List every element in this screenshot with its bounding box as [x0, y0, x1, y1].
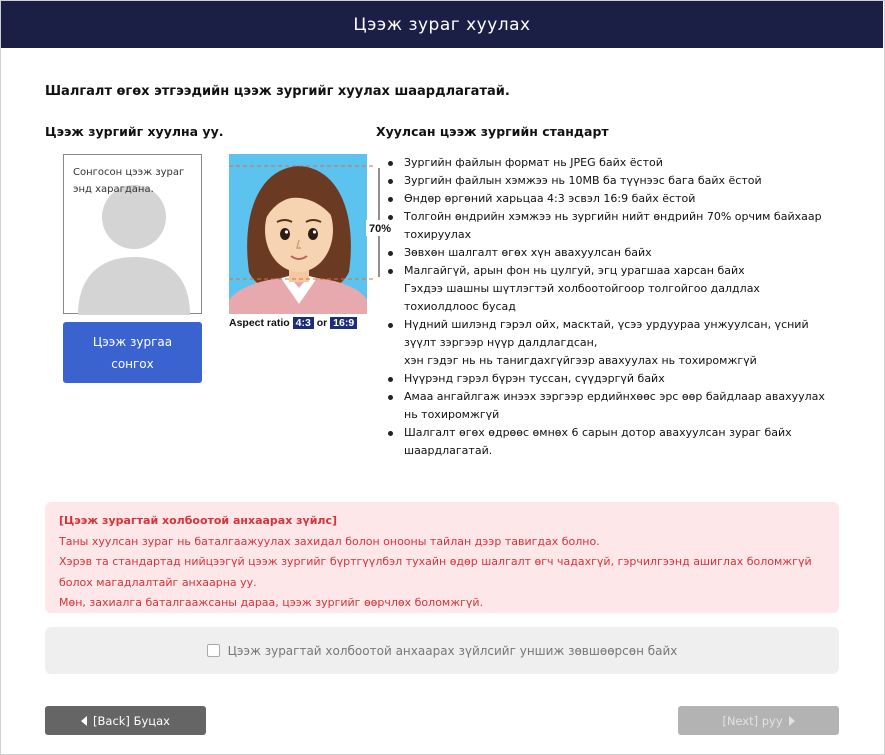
- page-title: Цээж зураг хуулах: [353, 14, 531, 35]
- notice-line: Таны хуулсан зураг нь баталгаажуулах захидал болон онооны тайлан дээр тавигдах болно.: [59, 534, 600, 548]
- arrow-left-icon: [81, 716, 87, 726]
- standard-item: Амаа ангайлгаж инээх зэргээр ердийнхөөс эрс өөр байдлаар авахуулах нь тохиромжгүй: [386, 388, 826, 424]
- page-header: [1, 1, 883, 48]
- ratio-tag-4-3: 4:3: [293, 317, 314, 329]
- select-photo-button[interactable]: Цээж зургаа сонгох: [63, 322, 202, 383]
- standard-item: Нүүрэнд гэрэл бүрэн туссан, сүүдэргүй байх: [386, 370, 826, 388]
- standard-item: Малгайгүй, арын фон нь цулгуй, эгц урагшаа харсан байх: [386, 262, 826, 280]
- aspect-or: or: [316, 317, 328, 329]
- sample-photo: [229, 154, 392, 314]
- upload-heading: Цээж зургийг хуулна уу.: [45, 124, 224, 139]
- agree-label[interactable]: Цээж зурагтай холбоотой анхаарах зүйлсийг уншиж зөвшөөрсөн байх: [227, 643, 678, 658]
- next-label: [Next] руу: [722, 713, 783, 728]
- aspect-ratio-caption: [229, 317, 357, 329]
- arrow-right-icon: [789, 716, 795, 726]
- back-label: [Back] Буцах: [93, 713, 170, 728]
- back-button[interactable]: [45, 706, 206, 735]
- notice-line: Хэрэв та стандартад нийцээгүй цээж зургийг бүртгүүлбэл тухайн өдөр шалгалт өгч чадахгүй, гэрчилгээнд ашиглах боломжгүй болох магадлалтайг анхаарна уу.: [59, 555, 812, 589]
- standard-item: Зургийн файлын формат нь JPEG байх ёстой: [386, 154, 826, 172]
- notice-line: Мөн, захиалга баталгаажсаны дараа, цээж зургийг өөрчлөх боломжгүй.: [59, 596, 484, 609]
- photo-preview: [63, 154, 202, 314]
- next-button[interactable]: [678, 706, 839, 735]
- standard-item: Зургийн файлын хэмжээ нь 10MB ба түүнээс бага байх ёстой: [386, 172, 826, 190]
- standard-item: Шалгалт өгөх өдрөөс өмнөх 6 сарын дотор авахуулсан зураг байх шаардлагатай.: [386, 424, 826, 460]
- standard-heading: Хуулсан цээж зургийн стандарт: [376, 124, 609, 139]
- standard-item: Толгойн өндрийн хэмжээ нь зургийн нийт өндрийн 70% орчим байхаар тохируулах: [386, 208, 826, 244]
- standard-item: Зөвхөн шалгалт өгөх хүн авахуулсан байх: [386, 244, 826, 262]
- agree-row[interactable]: [45, 627, 839, 674]
- standard-list: [386, 154, 826, 460]
- aspect-prefix: Aspect ratio: [229, 317, 290, 329]
- preview-placeholder: Сонгосон цээж зураг энд харагдана.: [73, 167, 185, 195]
- intro-text: Шалгалт өгөх этгээдийн цээж зургийг хуулах шаардлагатай.: [45, 84, 510, 99]
- standard-item: хэн гэдэг нь нь танигдахгүйгээр авахуулах нь тохиромжгүй: [404, 354, 757, 367]
- standard-item: Гэхдээ шашны шүтлэгтэй холбоотойгоор толгойгоо далдлах тохиолдлоос бусад: [404, 282, 760, 313]
- standard-item: Нүдний шилэнд гэрэл ойх, масктай, үсээ урдуураа унжуулсан, үсний зүүлт зэргээр нүүр далдлагдсан,: [386, 316, 826, 352]
- percent-label: 70%: [368, 223, 392, 235]
- standard-item: Өндөр өргөний харьцаа 4:3 эсвэл 16:9 байх ёстой: [386, 190, 826, 208]
- ratio-tag-16-9: 16:9: [330, 317, 357, 329]
- photo-notice: [45, 502, 839, 613]
- agree-checkbox[interactable]: [207, 644, 220, 657]
- notice-title: [Цээж зурагтай холбоотой анхаарах зүйлс]: [59, 514, 338, 527]
